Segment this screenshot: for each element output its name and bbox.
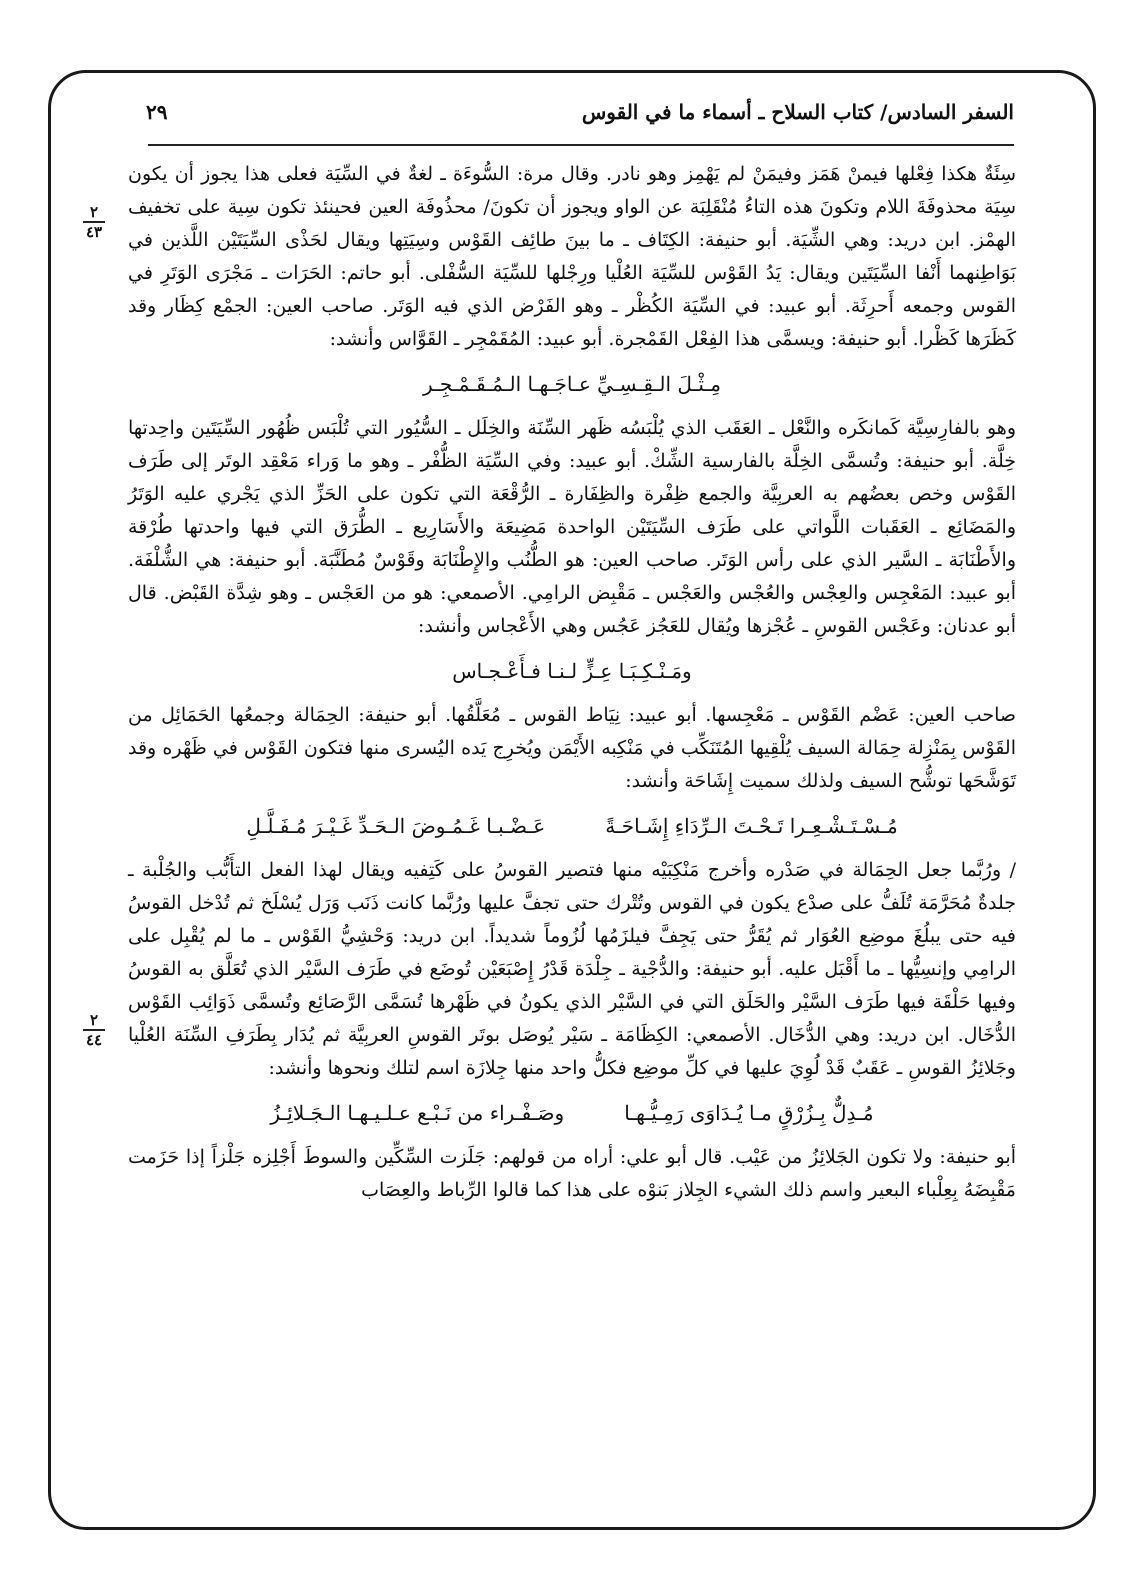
margin-reference-1-bottom: ٤٣ — [85, 223, 103, 241]
verse-3-second-hemistich: عَـضْـبـا غَـمُـوضَ الـحَـدِّ غَـيْـرَ مُـفَـلَّـلِ — [246, 814, 546, 838]
verse-3 — [128, 804, 1016, 848]
margin-reference-2 — [74, 1012, 114, 1048]
margin-reference-2-bottom: ٤٤ — [85, 1031, 103, 1049]
verse-3-first-hemistich: مُـسْـتَـشْـعِـرا تَـحْـتَ الـرِّدَاءِ إِشَـاحَـةً — [605, 814, 898, 838]
page-number: ٢٩ — [146, 100, 168, 124]
verse-4 — [128, 1091, 1016, 1135]
margin-reference-2-top: ٢ — [89, 1011, 99, 1029]
page-body — [128, 158, 1016, 1207]
paragraph-3: صاحب العين: عَضْم القَوْس ـ مَعْجِسها. أبو عبيد: نِيَاط القوس ـ مُعَلَّقُها. أبو حنيفة: الحِمَالة وجمعُها الحَمَائِل من القَوْس بِمَنْزِلة حِمَالة السيف يُلْقِيها المُتَنَكِّب في مَنْكِبه الأَيْمَن ويُخرِج يَده اليُسرى منها فتكون القَوْس في ظَهْره وقد تَوَشَّحَها توشُّح السيف ولذلك سميت إِشَاحَة وأنشد: — [128, 704, 1016, 792]
margin-reference-1 — [74, 204, 114, 240]
paragraph-4: / ورُبَّما جعل الحِمَالة في صَدْره وأخرج مَنْكِبَيْه منها فتصير القوسُ على كَتِفيه ويقال لهذا الفعل التأَبُّب والجُلْبة ـ جلدةٌ مُحَرَّمَة تُلَفُّ على صدْع يكون في القوس وتُتْرك حتى تجفَّ عليها ورُبَّما كانت ذَنَب وَرَل يُسْلَخ ثم تُدْخل القوسُ فيه حتى يبلُغَ موضِع العُوَار ثم يُقَرُّ حتى يَجِفَّ فيلزَمُها لُزُوماً شديداً. ابن دريد: وَحْشِيُّ القَوْس ـ ما لم يُقْبِل على الرامِي وإنسِيُّها ـ ما أَقْبَل عليه. أبو حنيفة: والدُّجْية ـ جِلْدَة قَدْرُ إِصْبَعَيْن تُوضَع في طَرَف السَّيْر الذي تُعَلَّق به القوسُ وفيها حَلْقَة فيها طَرَف السَّيْر والحَلَق التي في السَّيْر الذي يكونُ في ظَهْرها تُسَمَّى الرَّصَائِع وتُسمَّى ذَوَائِب القَوْس الدُّخَال. ابن دريد: وهي الدُّخَال. الأصمعي: الكِظَامَة ـ سَيْر يُوصَل بوتَر القوسِ العربِيَّة ثم يُدَار بِطَرَفِ السِّنَة العُلْيا وجَلائِزُ القوسِ ـ عَقَبٌ قَدْ لُوِيَ عليها في كلِّ موضِع فكلُّ واحد منها جِلازَة اسم لتلك ونحوها وأنشد: — [128, 859, 1017, 1079]
verse-4-second-hemistich: وصَـفْـراء من نَـبْـع عـلـيـهـا الـجَـلائِـزُ — [270, 1101, 565, 1125]
paragraph-2: وهو بالفارِسِيَّة كَمانكَره والنَّعْل ـ العَقَب الذي يُلْبَسُه ظَهر السِّنَة والخِلَل ـ السُّيُور التي تُلْبَس ظُهُور السِّيَتَين واحِدتها خِلَّة. أبو حنيفة: وتُسمَّى الخِلَّة بالفارسية الشِّكْ. أبو عبيد: وفي السِّيَة الظُّفْر ـ وهو ما وَراء مَعْقِد الوتَر إلى طَرَف القَوْس وخص بعضُهم به العربِيَّة والجمع ظِفْرة والظِفَارة ـ الرُّقْعَة التي تكون على الحَزِّ الذي يَجْري عليه الوَتَرُ والمَضَائِع ـ العَقَبات اللَّواتي على طَرَف السِّيَتَيْن الواحدة مَضِيعَة والأَسَارِيع ـ الطُّرَق التي فيها واحدتها طُرْقة والأَطْنَابَة ـ السَّير الذي على رأس الوَتَر. صاحب العين: هو الطُّنُب والإِطْنَابَة وقَوْسٌ مُطَنَّبَة. أبو حنيفة: هي الشُّلْفَة. أبو عبيد: المَعْجِس والعِجْس والعُجْس والعَجْس ـ مَقْبِض الرامِي. الأصمعي: هو من العَجْس ـ وهو شِدَّة القَبْض. قال أبو عدنان: وعَجْس القوسِ ـ عُجْزها ويُقال للعَجُز عَجُس وهي الأَعْجاس وأنشد: — [128, 417, 1016, 637]
margin-reference-1-top: ٢ — [89, 203, 99, 221]
verse-1: مِـثْـلَ الـقِـسِـيِّ عـاجَـهـا الـمُـقَـمْـجِـر — [423, 372, 721, 396]
header-rule — [148, 144, 1014, 146]
paragraph-5: أبو حنيفة: ولا تكون الجَلائِزُ من عَيْب. قال أبو علي: أراه من قولهم: جَلَزت السِّكِّين والسوطَ أَجْلِزه جَلْزاً إذا حَزَمت مَقْبِضَهُ بِعِلْباء البعير واسم ذلك الشيء الجِلاز بَنوْه على هذا كما قالوا الرِّباط والعِصَاب — [128, 1146, 1016, 1201]
running-header — [140, 100, 1014, 140]
header-title: السفر السادس/ كتاب السلاح ـ أسماء ما في القوس — [581, 100, 1014, 124]
paragraph-1: سِئَةٌ هكذا فِعْلها فيمنْ هَمَز وفيمَنْ لم يَهْمِز وهو نادر. وقال مرة: السُّوءَة ـ لغةٌ في السِّيَة فعلى هذا يجوز أن يكون سِيَة محذوفَةَ اللام وتكونَ هذه التاءُ مُنْقَلِبَة عن الواو ويجوز أن تكونَ/ محذُوفَة العين فحينئذ تكون سِية على تخفيف الهمْز. ابن دريد: وهي الشِّيَة. أبو حنيفة: الكِتَاف ـ ما بينَ طائِف القَوْس وسِيَتِها ويقال لحَذْى السِّيَتَيْن اللَّذين في بَوَاطِنهما أَنْفا السِّيَتَين ويقال: يَدُ القَوْس للسِّيَة العُلْيا ورِجْلها للسِّيَة السُّفْلى. أبو حاتم: الحَرَات ـ مَجْرَى الوَتَرِ في القوس وجمعه أَحرِثَة. أبو عبيد: في السِّيَة الكُظْر ـ وهو الفَرْض الذي فيه الوَتَر. صاحب العين: الجمْع كِظَار وقد كَظَرَها كَظْرا. أبو حنيفة: ويسمَّى هذا الفِعْل القَمْجرة. أبو عبيد: المُقَمْجِر ـ القَوَّاس وأنشد: — [128, 163, 1016, 350]
verse-4-first-hemistich: مُـدِلٌّ بِـزُرْقٍ مـا يُـدَاوَى رَمِـيُّـهـا — [624, 1101, 874, 1125]
verse-2: ومَـنْـكِـبَـا عِـزٍّ لـنـا فـأَعْـجـاس — [452, 659, 692, 683]
